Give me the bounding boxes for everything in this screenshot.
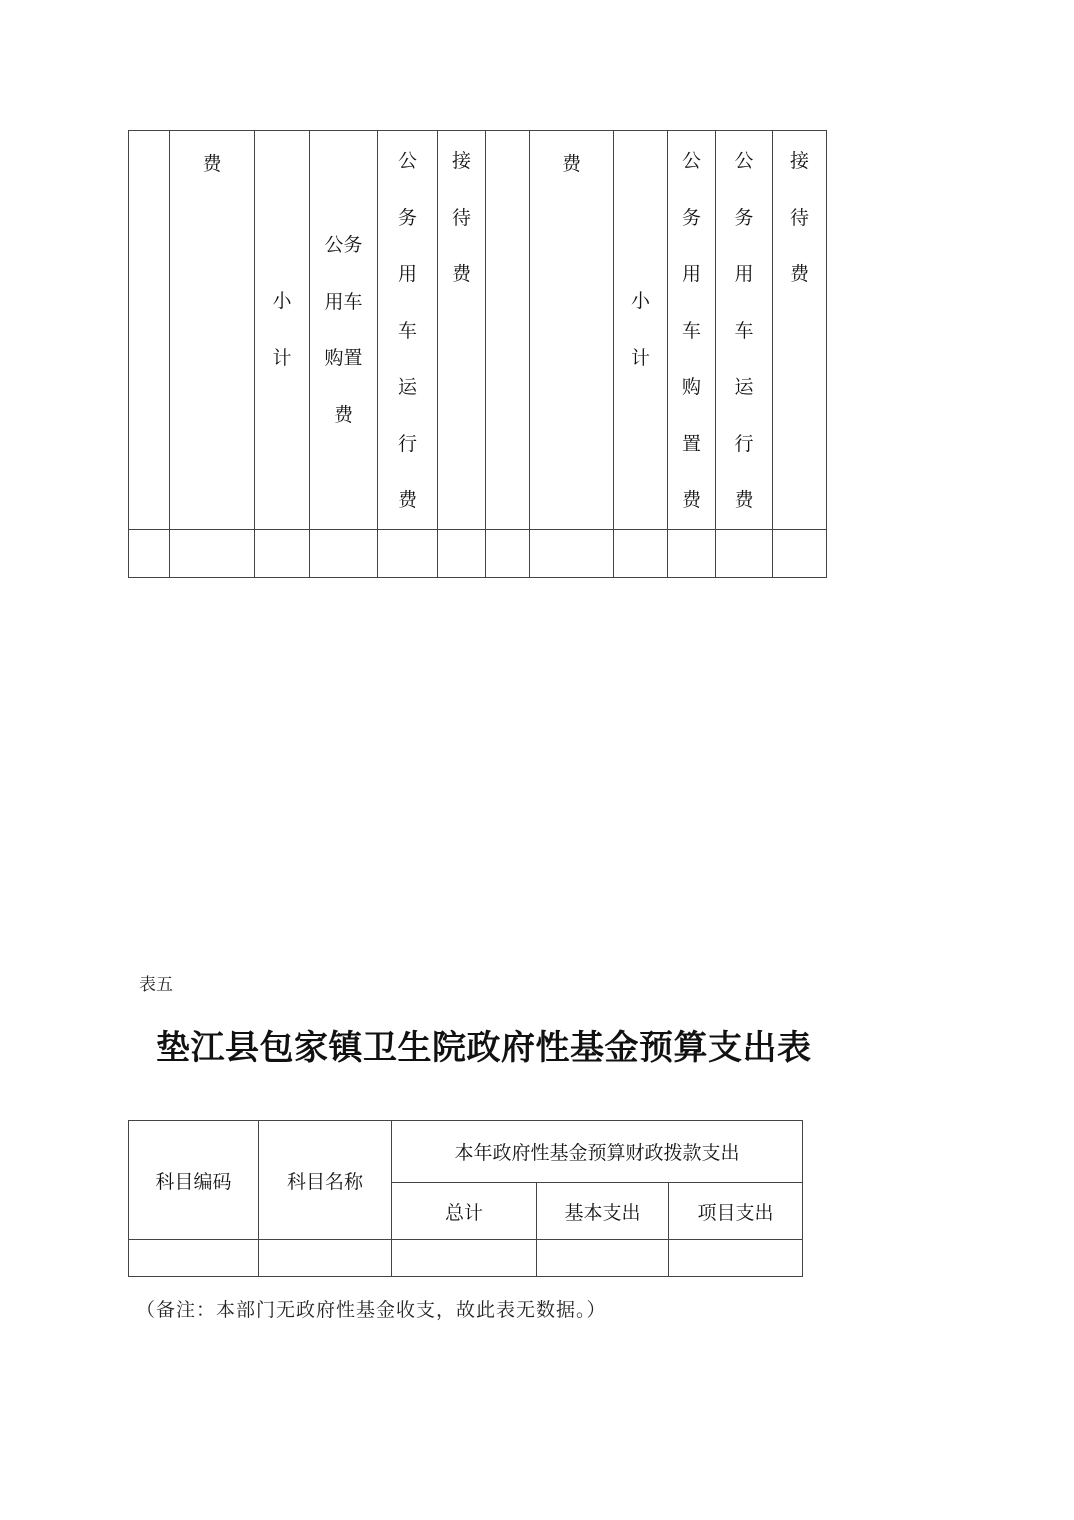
- table-cell: [378, 529, 438, 577]
- data-row: [129, 529, 827, 577]
- header-basic-expenditure: 基本支出: [537, 1183, 669, 1240]
- header-cell-vehicle-operation: 公务用车运行费: [378, 131, 438, 530]
- table-cell: [255, 529, 310, 577]
- header-cell-vehicle-purchase: 公务用车购置费: [668, 131, 716, 530]
- header-row: [129, 131, 827, 530]
- budget-continuation-table: [128, 130, 827, 578]
- table-cell: [669, 1240, 803, 1277]
- header-project-expenditure: 项目支出: [669, 1183, 803, 1240]
- table-cell: [530, 529, 614, 577]
- header-cell-subtotal: 小计: [255, 131, 310, 530]
- table-cell: [129, 1240, 259, 1277]
- data-row: [129, 1240, 803, 1277]
- table-cell: [392, 1240, 537, 1277]
- table-cell: [614, 529, 668, 577]
- table-cell: [486, 529, 530, 577]
- table-cell: [259, 1240, 392, 1277]
- footnote: （备注：本部门无政府性基金收支，故此表无数据。）: [136, 1299, 607, 1321]
- government-fund-expenditure-table: [128, 1120, 803, 1277]
- table-cell: [668, 529, 716, 577]
- header-appropriation-group: 本年政府性基金预算财政拨款支出: [392, 1121, 803, 1183]
- table-cell: [716, 529, 773, 577]
- header-cell-blank: [486, 131, 530, 530]
- table-cell: [537, 1240, 669, 1277]
- header-cell-blank: [129, 131, 170, 530]
- header-row: [129, 1121, 803, 1183]
- table-cell: [773, 529, 827, 577]
- header-cell-vehicle-operation: 公务用车运行费: [716, 131, 773, 530]
- header-subject-name: 科目名称: [259, 1121, 392, 1240]
- header-cell-reception: 接待费: [773, 131, 827, 530]
- header-total: 总计: [392, 1183, 537, 1240]
- header-cell-reception: 接待费: [438, 131, 486, 530]
- header-cell-vehicle-purchase: 公务用车购置费: [310, 131, 378, 530]
- table-number-label: 表五: [139, 975, 173, 995]
- header-cell-subtotal: 小计: [614, 131, 668, 530]
- header-subject-code: 科目编码: [129, 1121, 259, 1240]
- header-cell-fee: 费: [170, 131, 255, 530]
- table-cell: [170, 529, 255, 577]
- table-cell: [129, 529, 170, 577]
- table-cell: [438, 529, 486, 577]
- table-cell: [310, 529, 378, 577]
- header-cell-fee: 费: [530, 131, 614, 530]
- page-title: 垫江县包家镇卫生院政府性基金预算支出表: [156, 1028, 812, 1068]
